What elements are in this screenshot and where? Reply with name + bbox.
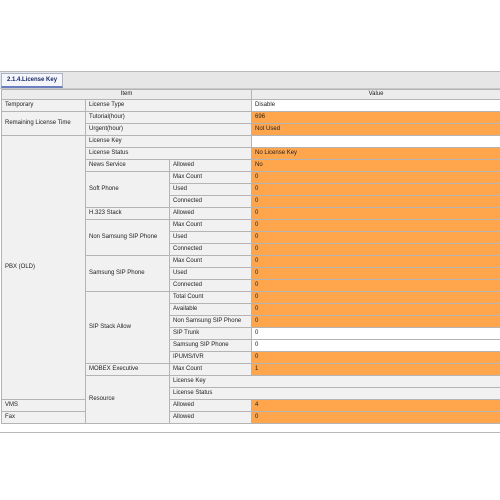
item-label: H.323 Stack (86, 208, 170, 220)
value-cell[interactable]: 696 (252, 112, 500, 124)
item-label: Fax (2, 412, 86, 424)
value-cell[interactable]: 0 (252, 328, 500, 340)
value-cell[interactable]: 0 (252, 280, 500, 292)
sub-item-label: IPUMS/IVR (170, 352, 252, 364)
sub-item-label: Total Count (170, 292, 252, 304)
value-cell[interactable]: No (252, 160, 500, 172)
sub-item-label: Allowed (170, 400, 252, 412)
sub-item-label: Max Count (170, 220, 252, 232)
value-cell[interactable]: Disable (252, 100, 500, 112)
sub-item-label: Max Count (170, 256, 252, 268)
sub-item-label: Used (170, 268, 252, 280)
group-label: Temporary (2, 100, 86, 112)
item-label: License Status (86, 148, 252, 160)
sub-item-label: Used (170, 232, 252, 244)
item-column-header[interactable]: Item (2, 90, 252, 100)
value-cell[interactable]: 0 (252, 196, 500, 208)
value-cell[interactable]: 0 (252, 208, 500, 220)
sub-item-label: Max Count (170, 364, 252, 376)
value-cell[interactable]: 0 (252, 304, 500, 316)
item-label: Soft Phone (86, 172, 170, 208)
table-row (2, 136, 500, 148)
value-cell[interactable]: 0 (252, 268, 500, 280)
item-label: Urgent(hour) (86, 124, 252, 136)
value-cell[interactable]: 0 (252, 340, 500, 352)
value-cell[interactable]: 0 (252, 412, 500, 424)
value-cell[interactable]: 4 (252, 400, 500, 412)
value-cell[interactable] (252, 136, 500, 148)
sub-item-label: Allowed (170, 208, 252, 220)
sub-item-label: Allowed (170, 160, 252, 172)
sub-item-label: Connected (170, 244, 252, 256)
sub-item-label: SIP Trunk (170, 328, 252, 340)
value-cell[interactable]: 0 (252, 292, 500, 304)
item-label: Tutorial(hour) (86, 112, 252, 124)
item-label: License Status (170, 388, 500, 400)
tab-license-key[interactable]: 2.1.4.License Key (1, 73, 63, 88)
value-cell[interactable]: 0 (252, 220, 500, 232)
value-cell[interactable]: 0 (252, 316, 500, 328)
value-cell[interactable]: 0 (252, 352, 500, 364)
value-cell[interactable]: 0 (252, 172, 500, 184)
sub-item-label: Connected (170, 280, 252, 292)
item-label: SIP Stack Allow (86, 292, 170, 364)
value-cell[interactable]: 1 (252, 364, 500, 376)
tab-bar (0, 72, 500, 89)
item-label: MOBEX Executive (86, 364, 170, 376)
sub-item-label: Max Count (170, 172, 252, 184)
header-row (2, 90, 500, 100)
license-table (1, 89, 500, 424)
item-label: License Key (170, 376, 500, 388)
item-label: Non Samsung SIP Phone (86, 220, 170, 256)
value-cell[interactable]: 0 (252, 232, 500, 244)
value-cell[interactable]: 0 (252, 244, 500, 256)
item-label: News Service (86, 160, 170, 172)
value-cell[interactable]: No License Key (252, 148, 500, 160)
table-row (2, 100, 500, 112)
item-label: Samsung SIP Phone (86, 256, 170, 292)
table-row (2, 412, 500, 424)
item-label: VMS (2, 400, 86, 412)
group-label: Resource (86, 376, 170, 424)
sub-item-label: Available (170, 304, 252, 316)
value-cell[interactable]: 0 (252, 184, 500, 196)
group-label: PBX (OLD) (2, 136, 86, 400)
sub-item-label: Allowed (170, 412, 252, 424)
sub-item-label: Samsung SIP Phone (170, 340, 252, 352)
item-label: License Type (86, 100, 252, 112)
value-cell[interactable]: 0 (252, 256, 500, 268)
sub-item-label: Used (170, 184, 252, 196)
item-label: License Key (86, 136, 252, 148)
sub-item-label: Non Samsung SIP Phone (170, 316, 252, 328)
group-label: Remaining License Time (2, 112, 86, 136)
table-row (2, 112, 500, 124)
table-row (2, 400, 500, 412)
sub-item-label: Connected (170, 196, 252, 208)
value-cell[interactable]: Not Used (252, 124, 500, 136)
value-column-header[interactable]: Value (252, 90, 500, 100)
license-key-panel (0, 71, 500, 433)
